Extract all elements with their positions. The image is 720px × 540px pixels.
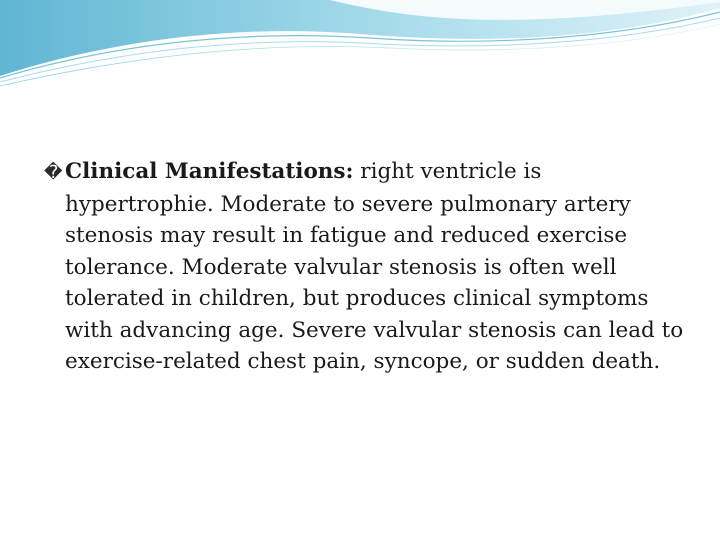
bullet-paragraph xyxy=(44,156,684,378)
header-wave-decoration xyxy=(0,0,720,90)
bullet-icon: � xyxy=(44,162,63,183)
paragraph-body: right ventricle is hypertrophie. Moderate to severe pulmonary artery stenosis may result in fatigue and reduced exercise tolerance. Moderate valvular stenosis is often well tolerated in children, but produces clinical symptoms with advancing age. Severe valvular stenosis can lead to exercise-related chest pain, syncope, or sudden death. xyxy=(65,159,684,374)
paragraph-lead: Clinical Manifestations: xyxy=(65,159,354,184)
slide-body xyxy=(44,156,684,378)
